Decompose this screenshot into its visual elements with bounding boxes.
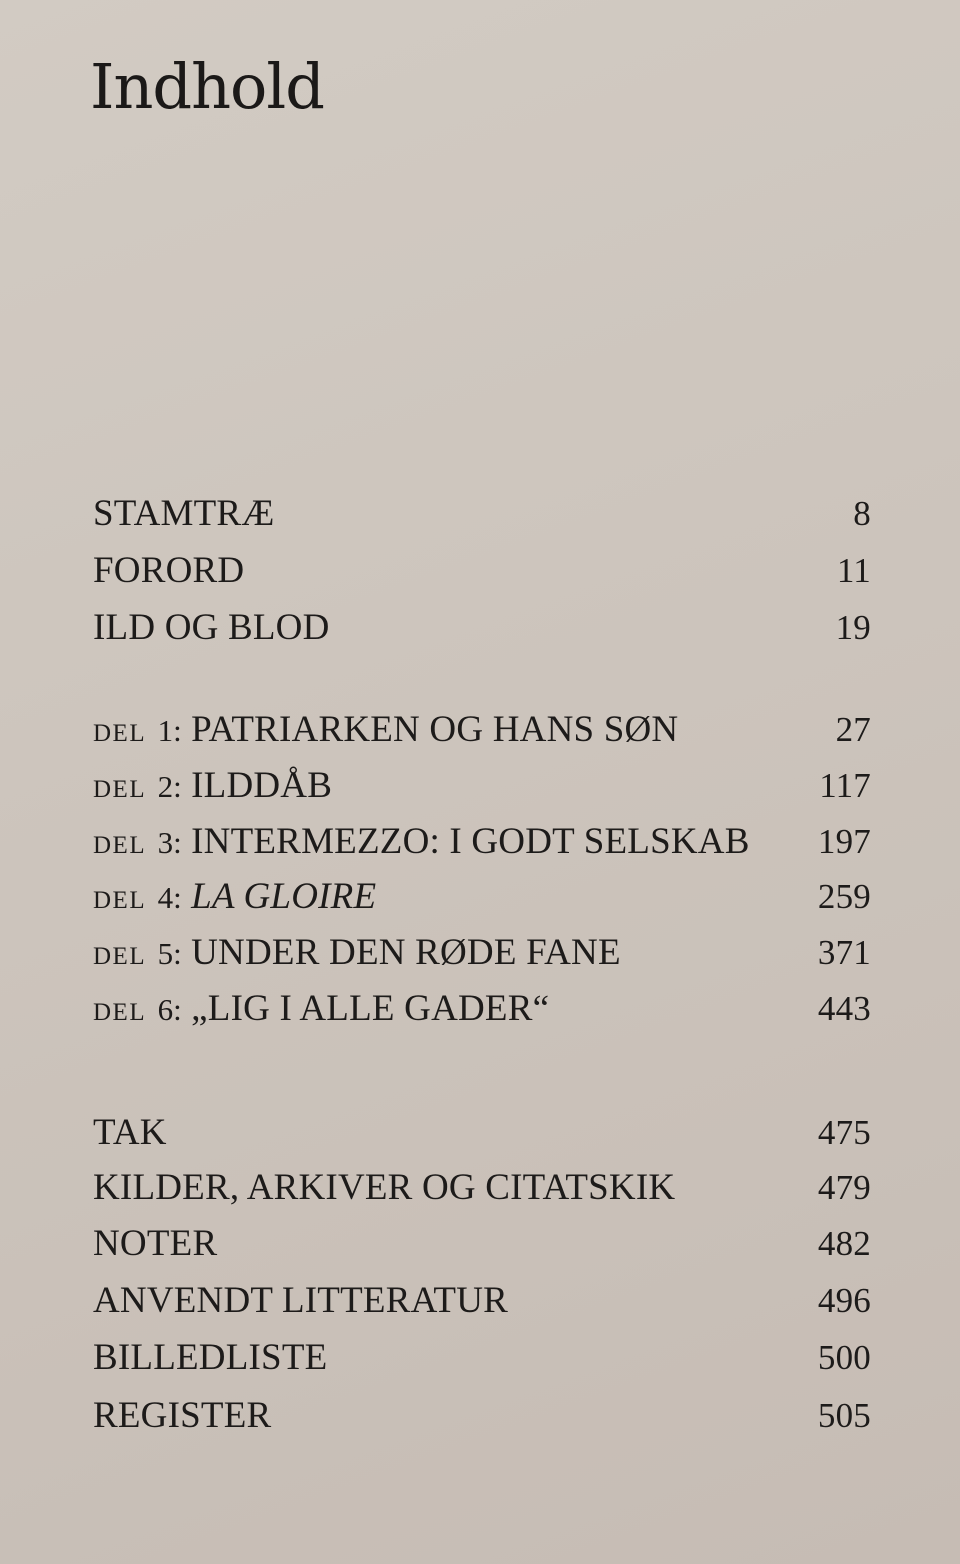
toc-part-2 [93,764,871,812]
toc-entry-noter [93,1222,871,1270]
part-prefix: DEL [93,720,147,747]
toc-page-number: 496 [817,1281,871,1320]
toc-entry-label: ILDDÅB [191,765,333,806]
toc-page-number: 443 [817,989,871,1028]
toc-page-number: 475 [817,1113,871,1152]
toc-entry-label: BILLEDLISTE [93,1337,328,1378]
toc-entry-stamtrae [93,492,871,540]
toc-entry-label: PATRIARKEN OG HANS SØN [191,709,679,750]
toc-entry-register [93,1394,871,1442]
toc-page-number: 11 [836,551,871,590]
toc-entry-label: TAK [93,1112,167,1153]
part-number: 3: [157,825,182,860]
toc-entry-forord [93,549,871,597]
toc-part-4 [93,875,871,923]
part-number: 2: [157,769,182,804]
toc-entry-ild-og-blod [93,606,871,654]
part-prefix: DEL [93,832,147,859]
toc-page-number: 117 [819,766,871,805]
toc-entry-label: INTERMEZZO: I GODT SELSKAB [191,821,750,862]
toc-page-number: 27 [835,710,871,749]
toc-entry-tak [93,1111,871,1159]
toc-entry-label: „LIG I ALLE GADER“ [191,988,550,1029]
toc-page-number: 505 [817,1396,871,1435]
toc-entry-label: ILD OG BLOD [93,607,330,648]
part-number: 6: [157,992,182,1027]
toc-page-number: 371 [817,933,871,972]
toc-entry-label: LA GLOIRE [191,876,377,917]
toc-entry-label: NOTER [93,1223,218,1264]
part-number: 4: [157,880,182,915]
toc-entry-label: KILDER, ARKIVER OG CITATSKIK [93,1167,676,1208]
toc-page-number: 8 [853,494,871,533]
toc-entry-billedliste [93,1336,871,1384]
toc-page-number: 479 [817,1168,871,1207]
toc-entry-litteratur [93,1279,871,1327]
toc-entry-label: ANVENDT LITTERATUR [93,1280,509,1321]
toc-entry-label: UNDER DEN RØDE FANE [191,932,621,973]
part-number: 1: [157,713,182,748]
toc-page-number: 482 [817,1224,871,1263]
toc-part-3 [93,820,871,868]
page-title: Indhold [90,50,324,123]
part-prefix: DEL [93,999,147,1026]
toc-part-1 [93,708,871,756]
toc-part-6 [93,987,871,1035]
toc-entry-label: REGISTER [93,1395,272,1436]
toc-entry-label: STAMTRÆ [93,493,275,534]
toc-part-5 [93,931,871,979]
toc-entry-kilder [93,1166,871,1214]
toc-page-number: 19 [835,608,871,647]
part-number: 5: [157,936,182,971]
toc-page-number: 259 [817,877,871,916]
toc-page-number: 500 [817,1338,871,1377]
part-prefix: DEL [93,776,147,803]
toc-entry-label: FORORD [93,550,245,591]
toc-page-number: 197 [817,822,871,861]
part-prefix: DEL [93,887,147,914]
part-prefix: DEL [93,943,147,970]
